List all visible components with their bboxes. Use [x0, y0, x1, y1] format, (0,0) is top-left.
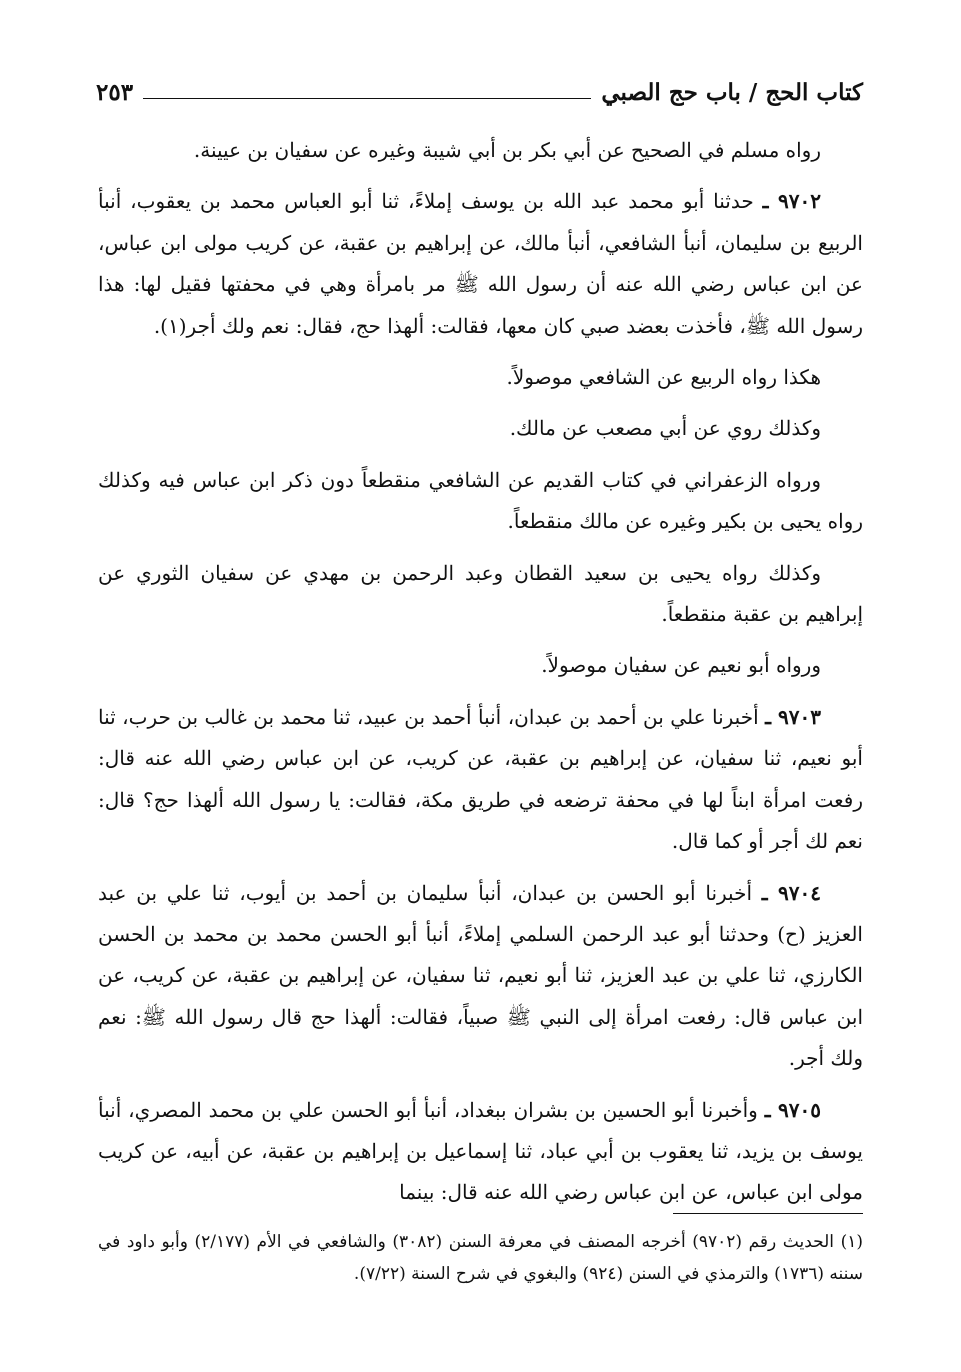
footnote-divider [673, 1213, 863, 1214]
footnote-text: (١) الحديث رقم (٩٧٠٢) أخرجه المصنف في معرفة السنن (٣٠٨٢) والشافعي في الأم (٢/١٧٧) وأبو داود في سننه (١٧٣٦) والترمذي في السنن (٩٢٤) والبغوي في شرح السنة (٧/٢٢). [98, 1232, 863, 1284]
hadith-number: ٩٧٠٤ ـ [761, 880, 822, 905]
hadith-number: ٩٧٠٣ ـ [765, 704, 821, 729]
paragraph-text: ورواه الزعفراني في كتاب القديم عن الشافعي منقطعاً دون ذكر ابن عباس فيه وكذلك رواه يحيى بن بكير وغيره عن مالك منقطعاً. [98, 467, 863, 534]
main-text [98, 130, 863, 1224]
paragraph-text: حدثنا أبو محمد عبد الله بن يوسف إملاءً، ثنا أبو العباس محمد بن يعقوب، أنبأ الربيع بن سليمان، أنبأ الشافعي، أنبأ مالك، عن إبراهيم بن عقبة، عن كريب مولى ابن عباس، عن ابن عباس رضي الله عنه أن رسول الله ﷺ مر بامرأة وهي في محفتها فقيل لها: هذا رسول الله ﷺ، فأخذت بعضد صبي كان معها، فقالت: ألهذا حج، فقال: نعم ولك أجر(١). [98, 189, 863, 338]
paragraph-text: هكذا رواه الربيع عن الشافعي موصولاً. [506, 365, 821, 390]
paragraph-text: وكذلك رواه يحيى بن سعيد القطان وعبد الرحمن بن مهدي عن سفيان الثوري عن إبراهيم بن عقبة منقطعاً. [98, 560, 863, 627]
header-rule [143, 98, 591, 99]
paragraph [98, 460, 863, 543]
paragraph [98, 1090, 863, 1214]
paragraph [98, 645, 863, 686]
paragraph-text: رواه مسلم في الصحيح عن أبي بكر بن أبي شيبة وغيره عن سفيان بن عيينة. [193, 138, 821, 162]
paragraph-text: وأخبرنا أبو الحسين بن بشران ببغداد، أنبأ أبو الحسن علي بن محمد المصري، أنبأ يوسف بن يزيد، ثنا يعقوب بن أبي عباد، ثنا إسماعيل بن إبراهيم بن عقبة، عن أبيه، عن كريب مولى ابن عباس، عن ابن عباس رضي الله عنه قال: بينما [98, 1097, 863, 1205]
paragraph [98, 697, 863, 863]
paragraph [98, 357, 863, 398]
footnote [98, 1226, 863, 1290]
chapter-title: كتاب الحج / باب حج الصبي [601, 79, 863, 106]
paragraph-text: أخبرنا أبو الحسن بن عبدان، أنبأ سليمان بن أحمد بن أيوب، ثنا علي بن عبد العزيز (ح) وحدثنا أبو عبد الرحمن السلمي إملاءً، أنبأ أبو الحسن محمد بن محمد بن الحسن الكارزي، ثنا علي بن عبد العزيز، ثنا أبو نعيم، ثنا سفيان، عن إبراهيم بن عقبة، عن كريب، عن ابن عباس قال: رفعت امرأة إلى النبي ﷺ صبياً، فقالت: ألهذا حج قال رسول الله ﷺ: نعم ولك أجر. [98, 880, 863, 1071]
hadith-number: ٩٧٠٢ ـ [762, 189, 822, 214]
paragraph [98, 130, 863, 171]
paragraph-text: وكذلك روي عن أبي مصعب عن مالك. [509, 416, 821, 441]
running-header [96, 72, 863, 106]
paragraph [98, 408, 863, 449]
paragraph [98, 553, 863, 636]
paragraph-text: ورواه أبو نعيم عن سفيان موصولاً. [541, 653, 821, 678]
paragraph [98, 181, 863, 347]
paragraph-text: أخبرنا علي بن أحمد بن عبدان، أنبأ أحمد بن عبيد، ثنا محمد بن غالب بن حرب، ثنا أبو نعيم، ثنا سفيان، عن إبراهيم بن عقبة، عن كريب، عن ابن عباس رضي الله عنه قال: رفعت امرأة ابناً لها في محفة ترضعه في طريق مكة، فقالت: يا رسول الله ألهذا حج؟ قال: نعم لك أجر أو كما قال. [98, 704, 863, 854]
page-number: ٢٥٣ [96, 79, 134, 106]
paragraph [98, 873, 863, 1080]
hadith-number: ٩٧٠٥ ـ [764, 1097, 822, 1122]
